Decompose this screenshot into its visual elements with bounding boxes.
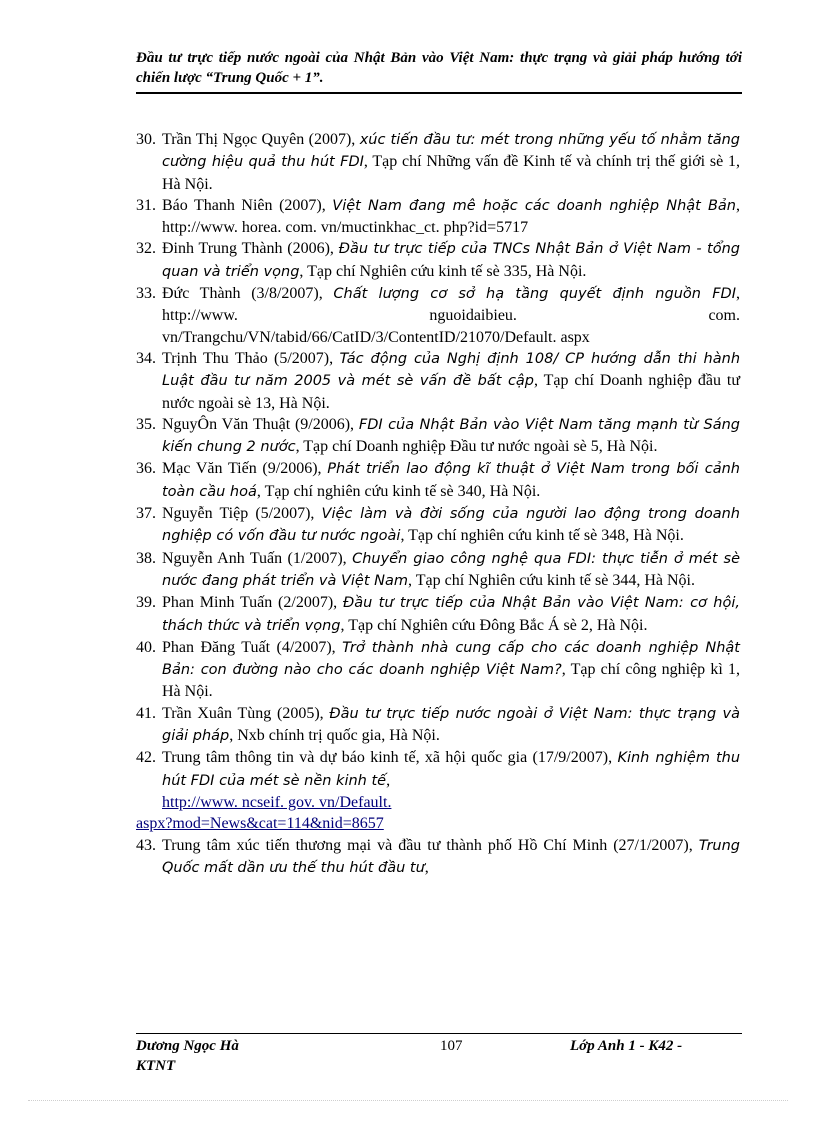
- reference-title: Trung Quốc mất dần ưu thế thu hút đầu tư: [162, 837, 740, 876]
- reference-title: Trở thành nhà cung cấp cho các doanh nghiệp Nhật Bản: con đường nào cho các doanh nghiệp Việt Nam?: [162, 639, 740, 679]
- reference-item: [136, 637, 740, 703]
- reference-body: [162, 129, 740, 195]
- reference-author: Trung tâm thông tin và dự báo kinh tế, xã hội quốc gia (17/9/2007),: [162, 749, 618, 767]
- reference-author: Phan Đăng Tuất (4/2007),: [162, 638, 343, 656]
- reference-item: [136, 548, 740, 593]
- reference-item: [136, 503, 740, 548]
- reference-rest: , Tạp chí Doanh nghiệp đầu tư nước ngoài sè 13, Hà Nội.: [162, 372, 740, 412]
- reference-items: [136, 129, 740, 747]
- reference-title: Việt Nam đang mê hoặc các doanh nghiệp Nhật Bản: [332, 197, 736, 214]
- reference-link-line-1[interactable]: http://www. ncseif. gov. vn/Default.: [162, 793, 392, 811]
- reference-number: 38.: [136, 549, 156, 567]
- footer-rule: [136, 1033, 742, 1034]
- reference-number: 37.: [136, 505, 156, 523]
- reference-item: [136, 195, 740, 239]
- reference-number: 36.: [136, 460, 156, 478]
- reference-item: [136, 283, 740, 348]
- reference-item: [136, 592, 740, 637]
- reference-body: [162, 703, 740, 748]
- reference-body: [162, 283, 740, 348]
- reference-title: Việc làm và đời sống của người lao động trong doanh nghiệp có vốn đầu tư nước ngoài: [162, 506, 740, 545]
- reference-author: Đinh Trung Thành (2006),: [162, 240, 339, 258]
- reference-rest: ,: [386, 771, 391, 789]
- header-rule: [136, 92, 742, 94]
- reference-rest: , Tạp chí nghiên cứu kinh tế sè 340, Hà Nội.: [256, 482, 541, 500]
- reference-body: [162, 637, 740, 703]
- reference-item: [136, 348, 740, 414]
- reference-author: Trịnh Thu Thảo (5/2007),: [162, 349, 340, 367]
- reference-rest: , http://www. horea. com. vn/muctinkhac_ct. php?id=5717: [162, 196, 740, 237]
- reference-number: 32.: [136, 240, 156, 258]
- reference-rest: ,: [424, 858, 429, 876]
- reference-author: Phan Minh Tuấn (2/2007),: [162, 594, 343, 612]
- running-header: Đầu tư trực tiếp nước ngoài của Nhật Bản vào Việt Nam: thực trạng và giải pháp hướng tới chiến lược “Trung Quốc + 1”.: [136, 50, 742, 86]
- reference-author: Trung tâm xúc tiến thương mại và đầu tư thành phố Hồ Chí Minh (27/1/2007),: [162, 836, 699, 854]
- reference-body: [162, 238, 740, 283]
- reference-number: 33.: [136, 285, 156, 303]
- reference-number: 34.: [136, 349, 156, 367]
- reference-item: [136, 458, 740, 503]
- reference-author: Nguyễn Anh Tuấn (1/2007),: [162, 549, 353, 567]
- reference-number: 35.: [136, 415, 156, 433]
- reference-body: [162, 592, 740, 637]
- reference-number: 31.: [136, 196, 156, 214]
- reference-item: [136, 129, 740, 195]
- reference-author: Đức Thành (3/8/2007),: [162, 285, 334, 303]
- reference-title: Phát triển lao động kĩ thuật ở Việt Nam trong bối cảnh toàn cầu hoá: [162, 461, 740, 500]
- page-number: 107: [440, 1038, 463, 1054]
- reference-link-line-2[interactable]: aspx?mod=News&cat=114&nid=8657: [136, 815, 384, 833]
- reference-rest: , Nxb chính trị quốc gia, Hà Nội.: [229, 727, 440, 745]
- reference-body: [162, 414, 740, 459]
- reference-author: Nguyễn Tiệp (5/2007),: [162, 505, 322, 523]
- reference-number: 39.: [136, 594, 156, 612]
- reference-body: [162, 548, 740, 593]
- reference-rest: , http://www. nguoidaibieu. com. vn/Trangchu/VN/tabid/66/CatID/3/ContentID/21070/Default. aspx: [162, 285, 740, 346]
- reference-number: 43.: [136, 836, 156, 854]
- reference-title: xúc tiến đầu tư: mét trong những yếu tố nhằm tăng cường hiệu quả thu hút FDI: [162, 132, 740, 171]
- reference-author: Mạc Văn Tiến (9/2006),: [162, 460, 328, 478]
- reference-title: Chất lượng cơ sở hạ tầng quyết định nguồn FDI: [333, 286, 736, 303]
- reference-title: Đầu tư trực tiếp của Nhật Bản vào Việt Nam: cơ hội, thách thức và triển vọng: [162, 595, 741, 634]
- reference-number: 40.: [136, 638, 156, 656]
- reference-title: Kinh nghiệm thu hút FDI của mét sè nền kinh tế: [162, 750, 741, 789]
- reference-rest: , Tạp chí Nghiên cứu kinh tế sè 344, Hà Nội.: [408, 571, 695, 589]
- reference-author: NguyÔn Văn Thuật (9/2006),: [162, 415, 359, 433]
- reference-title: Chuyển giao công nghệ qua FDI: thực tiễn ở mét sè nước đang phát triển và Việt Nam: [162, 550, 741, 589]
- reference-author: Trần Thị Ngọc Quyên (2007),: [162, 131, 360, 148]
- bottom-dotted-line: [28, 1100, 788, 1101]
- reference-title: Đầu tư trực tiếp của TNCs Nhật Bản ở Việt Nam - tổng quan và triển vọng: [162, 241, 740, 280]
- reference-item: [136, 703, 740, 748]
- reference-number: 41.: [136, 704, 156, 722]
- reference-title: Đầu tư trực tiếp nước ngoài ở Việt Nam: thực trạng và giải pháp: [162, 705, 740, 745]
- reference-list: [136, 129, 740, 879]
- reference-rest: , Tạp chí Nghiên cứu Đông Bắc Á sè 2, Hà Nội.: [340, 616, 648, 634]
- reference-item-42: [136, 747, 740, 834]
- reference-item: [136, 414, 740, 459]
- reference-rest: , Tạp chí nghiên cứu kinh tế sè 348, Hà Nội.: [400, 527, 684, 545]
- footer-author-name: Dương Ngọc Hà: [136, 1038, 239, 1054]
- reference-body: [162, 458, 740, 503]
- reference-rest: , Tạp chí Những vấn đề Kinh tế và chính trị thế giới sè 1, Hà Nội.: [162, 153, 740, 193]
- reference-rest: , Tạp chí Doanh nghiệp Đầu tư nước ngoài sè 5, Hà Nội.: [295, 438, 658, 456]
- reference-body: [162, 195, 740, 239]
- footer-author-dept: KTNT: [136, 1058, 176, 1074]
- reference-number: 42.: [136, 749, 156, 767]
- reference-body: [162, 835, 740, 880]
- reference-item: [136, 238, 740, 283]
- reference-title: FDI của Nhật Bản vào Việt Nam tăng mạnh từ Sáng kiến chung 2 nước: [162, 416, 740, 456]
- reference-rest: , Tạp chí công nghiệp kì 1, Hà Nội.: [162, 661, 740, 701]
- reference-item-43: [136, 835, 740, 880]
- reference-body: [162, 503, 740, 548]
- reference-body: [162, 348, 740, 414]
- reference-number: 30.: [136, 131, 156, 148]
- reference-title: Tác động của Nghị định 108/ CP hướng dẫn thi hành Luật đầu tư năm 2005 và mét sè vấn đề bất cập: [162, 350, 741, 390]
- reference-rest: , Tạp chí Nghiên cứu kinh tế sè 335, Hà Nội.: [299, 262, 587, 280]
- reference-author: Trần Xuân Tùng (2005),: [162, 704, 330, 722]
- footer-class: Lớp Anh 1 - K42 -: [570, 1038, 683, 1054]
- reference-author: Báo Thanh Niên (2007),: [162, 196, 333, 214]
- footer-author: [136, 1036, 239, 1076]
